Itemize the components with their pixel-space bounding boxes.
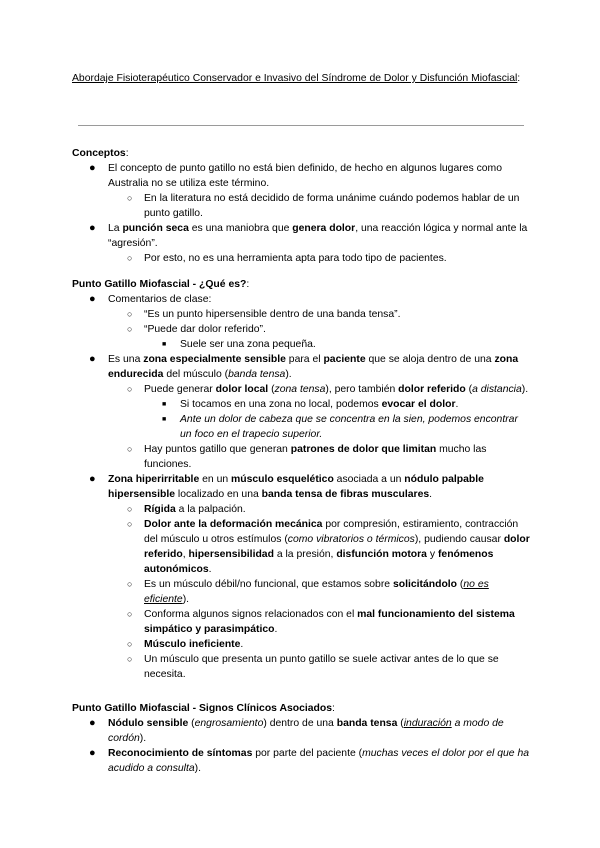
circle-bullet-icon: ○	[127, 579, 133, 589]
list-item: ○ Hay puntos gatillo que generan patrones de dolor que limitan mucho las funciones.	[127, 444, 487, 470]
list-item: ○ “Puede dar dolor referido”.	[127, 324, 266, 335]
bullet-list	[72, 161, 532, 266]
list-item: ■ Ante un dolor de cabeza que se concentra en la sien, podemos encontrar un foco en el trapecio superior.	[162, 414, 518, 440]
circle-bullet-icon: ○	[127, 609, 133, 619]
circle-bullet-icon: ○	[127, 324, 133, 334]
circle-bullet-icon: ○	[127, 384, 133, 394]
circle-bullet-icon: ○	[127, 504, 133, 514]
list-item: ○ Conforma algunos signos relacionados con el mal funcionamiento del sistema simpático y parasimpático.	[127, 609, 515, 635]
list-item: ○ Dolor ante la deformación mecánica por compresión, estiramiento, contracción del músculo u otros estímulos (como vibratorios o térmicos), pudiendo causar dolor referido, hipersensibilidad a la presión, disfunción motora y fenómenos autonómicos.	[127, 519, 530, 575]
list-item: ○ Rígida a la palpación.	[127, 504, 246, 515]
square-bullet-icon: ■	[162, 341, 167, 348]
bullet-icon: ●	[89, 222, 96, 234]
section-heading: Conceptos:	[72, 148, 129, 159]
section-heading: Punto Gatillo Miofascial - Signos Clínicos Asociados:	[72, 703, 335, 714]
bullet-icon: ●	[89, 747, 96, 759]
bullet-icon: ●	[89, 717, 96, 729]
title-colon: :	[517, 73, 521, 84]
bullet-list	[72, 716, 532, 776]
list-item: ○ Por esto, no es una herramienta apta para todo tipo de pacientes.	[127, 253, 447, 264]
bullet-icon: ●	[89, 162, 96, 174]
list-item: ● Nódulo sensible (engrosamiento) dentro de una banda tensa (induración a modo de cordón).	[89, 717, 504, 744]
list-item: ■ Suele ser una zona pequeña.	[162, 339, 316, 350]
square-bullet-icon: ■	[162, 416, 167, 423]
section-conceptos	[72, 146, 532, 266]
square-bullet-icon: ■	[162, 401, 167, 408]
list-item: ● Zona hiperirritable en un músculo esquelético asociada a un nódulo palpable hipersensible localizado en una banda tensa de fibras musculares.	[89, 473, 484, 500]
list-item: ● La punción seca es una maniobra que genera dolor, una reacción lógica y normal ante la “agresión”.	[89, 222, 528, 249]
circle-bullet-icon: ○	[127, 639, 133, 649]
bullet-icon: ●	[89, 473, 96, 485]
list-item: ● Es una zona especialmente sensible para el paciente que se aloja dentro de una zona endurecida del músculo (banda tensa).	[89, 353, 519, 380]
list-item: ○ En la literatura no está decidido de forma unánime cuándo podemos hablar de un punto gatillo.	[127, 193, 520, 219]
circle-bullet-icon: ○	[127, 309, 133, 319]
circle-bullet-icon: ○	[127, 253, 133, 263]
list-item: ○ Es un músculo débil/no funcional, que estamos sobre solicitándolo (no es eficiente).	[127, 579, 489, 605]
horizontal-divider	[78, 125, 524, 126]
list-item: ○ “Es un punto hipersensible dentro de una banda tensa”.	[127, 309, 401, 320]
list-item: ● Reconocimiento de síntomas por parte del paciente (muchas veces el dolor por el que ha acudido a consulta).	[89, 747, 530, 774]
circle-bullet-icon: ○	[127, 444, 133, 454]
bullet-icon: ●	[89, 293, 96, 305]
list-item: ■ Si tocamos en una zona no local, podemos evocar el dolor.	[162, 399, 459, 410]
title-text: Abordaje Fisioterapéutico Conservador e Invasivo del Síndrome de Dolor y Disfunción Miofascial	[72, 73, 518, 84]
bullet-list	[72, 292, 532, 682]
circle-bullet-icon: ○	[127, 654, 133, 664]
section-heading: Punto Gatillo Miofascial - ¿Qué es?:	[72, 279, 250, 290]
list-item: ○ Un músculo que presenta un punto gatillo se suele activar antes de lo que se necesita.	[127, 654, 499, 680]
bullet-icon: ●	[89, 353, 96, 365]
section-signos-clinicos	[72, 701, 532, 776]
list-item: ○ Puede generar dolor local (zona tensa), pero también dolor referido (a distancia).	[127, 384, 529, 395]
list-item: ● El concepto de punto gatillo no está bien definido, de hecho en algunos lugares como Australia no se utiliza este término.	[89, 162, 502, 189]
section-que-es	[72, 277, 532, 682]
list-item: ○ Músculo ineficiente.	[127, 639, 244, 650]
circle-bullet-icon: ○	[127, 193, 133, 203]
document-title	[72, 72, 522, 87]
list-item: ● Comentarios de clase:	[89, 293, 212, 305]
circle-bullet-icon: ○	[127, 519, 133, 529]
